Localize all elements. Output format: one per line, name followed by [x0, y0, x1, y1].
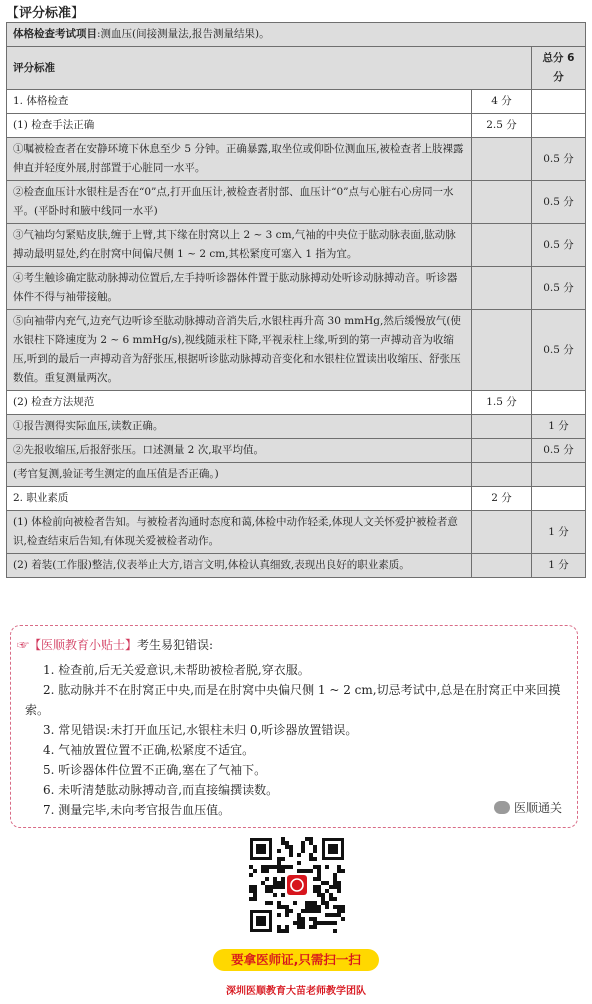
- item-score-cell: 0.5 分: [532, 439, 586, 463]
- section-score-cell: [472, 224, 532, 267]
- section-score-cell: 2 分: [472, 487, 532, 511]
- criteria-cell: ②先报收缩压,后报舒张压。口述测量 2 次,取平均值。: [7, 439, 472, 463]
- table-row: [7, 267, 586, 310]
- criteria-cell: ⑤向袖带内充气,边充气边听诊至肱动脉搏动音消失后,水银柱再升高 30 mmHg,然后缓慢放气(使水银柱下降速度为 2 ~ 6 mmHg/s),视线随汞柱下降,平视汞柱上缘,听到的第一声搏动音为收缩压,听到的最后一声搏动音为舒张压,根据听诊肱动脉搏动音变化和水银柱位置读出收缩压、舒张压数值。重复测量两次。: [7, 310, 472, 391]
- table-header-row: [7, 47, 586, 90]
- item-score-cell: 0.5 分: [532, 310, 586, 391]
- section-title: 评分标准: [19, 6, 72, 21]
- header-criteria: 评分标准: [7, 47, 532, 90]
- item-score-cell: 1 分: [532, 415, 586, 439]
- bracket-close: 】: [71, 6, 85, 21]
- section-score-cell: 4 分: [472, 90, 532, 114]
- tips-list: [25, 660, 573, 820]
- table-row: [7, 310, 586, 391]
- section-score-cell: 2.5 分: [472, 114, 532, 138]
- table-row: [7, 554, 586, 578]
- bracket-open: 【: [6, 6, 20, 21]
- criteria-cell: ①嘱被检查者在安静环境下休息至少 5 分钟。正确暴露,取坐位或仰卧位测血压,被检查者上肢裸露伸直并轻度外展,肘部置于心脏同一水平。: [7, 138, 472, 181]
- criteria-cell: (1) 体检前向被检者告知。与被检者沟通时态度和蔼,体检中动作轻柔,体现人文关怀爱护被检者意识,检查结束后告知,有体现关爱被检者动作。: [7, 511, 472, 554]
- header-total-score: 总分 6 分: [532, 47, 586, 90]
- table-row: [7, 487, 586, 511]
- criteria-cell: ②检查血压计水银柱是否在“0”点,打开血压计,被检查者肘部、血压计“0”点与心脏右心房同一水平。(平卧时和腋中线同一水平): [7, 181, 472, 224]
- criteria-cell: (2) 检查方法规范: [7, 391, 472, 415]
- item-score-cell: [532, 90, 586, 114]
- tip-item: 6. 未听清楚肱动脉搏动音,而直接编撰读数。: [43, 783, 279, 797]
- section-score-cell: [472, 310, 532, 391]
- item-score-cell: 0.5 分: [532, 224, 586, 267]
- scoring-table: [6, 22, 586, 578]
- wechat-label: 医顺通关: [514, 801, 563, 815]
- criteria-cell: ④考生触诊确定肱动脉搏动位置后,左手持听诊器体件置于肱动脉搏动处听诊动脉搏动音。听诊器体件不得与袖带接触。: [7, 267, 472, 310]
- item-score-cell: [532, 487, 586, 511]
- table-row: [7, 138, 586, 181]
- item-score-cell: [532, 391, 586, 415]
- item-score-cell: 0.5 分: [532, 267, 586, 310]
- pointing-hand-icon: ☞: [17, 638, 30, 652]
- table-row: [7, 463, 586, 487]
- table-row: [7, 415, 586, 439]
- wechat-badge: [494, 799, 562, 816]
- criteria-cell: (2) 着装(工作服)整洁,仪表举止大方,语言文明,体检认真细致,表现出良好的职业素质。: [7, 554, 472, 578]
- item-score-cell: 1 分: [532, 554, 586, 578]
- section-score-cell: [472, 415, 532, 439]
- tip-item: 1. 检查前,后无关爱意识,未帮助被检者脱,穿衣服。: [43, 663, 310, 677]
- tip-item: 5. 听诊器体件位置不正确,塞在了气袖下。: [43, 763, 267, 777]
- tips-tag: 【医顺教育小贴士】: [29, 638, 138, 652]
- exam-item-label: 体格检查考试项目: [13, 28, 97, 40]
- table-row: [7, 114, 586, 138]
- table-row: [7, 511, 586, 554]
- section-score-cell: [472, 554, 532, 578]
- tips-title: 考生易犯错误:: [137, 638, 214, 652]
- tips-box: [10, 625, 578, 828]
- criteria-cell: 2. 职业素质: [7, 487, 472, 511]
- criteria-cell: ③气袖均匀紧贴皮肤,缠于上臂,其下缘在肘窝以上 2 ~ 3 cm,气袖的中央位于肱动脉表面,肱动脉搏动最明显处,约在肘窝中间偏尺侧 1 ~ 2 cm,其松紧度可塞入 1 指为宜。: [7, 224, 472, 267]
- scan-cta-button[interactable]: 要拿医师证,只需扫一扫: [213, 949, 379, 971]
- item-score-cell: 1 分: [532, 511, 586, 554]
- table-row: [7, 224, 586, 267]
- section-score-cell: [472, 267, 532, 310]
- footer-credit: 深圳医顺教育大苗老师教学团队: [226, 986, 366, 997]
- criteria-cell: 1. 体格检查: [7, 90, 472, 114]
- table-row: [7, 391, 586, 415]
- wechat-icon: [494, 801, 510, 814]
- item-score-cell: [532, 114, 586, 138]
- exam-item-row: [7, 23, 586, 47]
- tip-item: 3. 常见错误:未打开血压记,水银柱未归 0,听诊器放置错误。: [43, 723, 358, 737]
- table-row: [7, 439, 586, 463]
- criteria-cell: (考官复测,验证考生测定的血压值是否正确。): [7, 463, 472, 487]
- criteria-cell: ①报告测得实际血压,读数正确。: [7, 415, 472, 439]
- section-score-cell: [472, 138, 532, 181]
- section-score-cell: [472, 439, 532, 463]
- exam-item-text: :测血压(间接测量法,报告测量结果)。: [97, 28, 270, 40]
- tip-item: 4. 气袖放置位置不正确,松紧度不适宜。: [43, 743, 255, 757]
- tip-item: 7. 测量完毕,未向考官报告血压值。: [43, 803, 231, 817]
- tip-item: 2. 肱动脉并不在肘窝正中央,而是在肘窝中央偏尺侧 1 ~ 2 cm,切忌考试中,总是在肘窝正中来回摸索。: [25, 683, 561, 717]
- section-score-cell: [472, 181, 532, 224]
- item-score-cell: [532, 463, 586, 487]
- section-header: [6, 2, 84, 21]
- criteria-cell: (1) 检查手法正确: [7, 114, 472, 138]
- table-row: [7, 181, 586, 224]
- table-row: [7, 90, 586, 114]
- qr-code-icon[interactable]: [248, 836, 346, 934]
- section-score-cell: 1.5 分: [472, 391, 532, 415]
- section-score-cell: [472, 511, 532, 554]
- item-score-cell: 0.5 分: [532, 181, 586, 224]
- item-score-cell: 0.5 分: [532, 138, 586, 181]
- tips-heading: [17, 636, 213, 653]
- section-score-cell: [472, 463, 532, 487]
